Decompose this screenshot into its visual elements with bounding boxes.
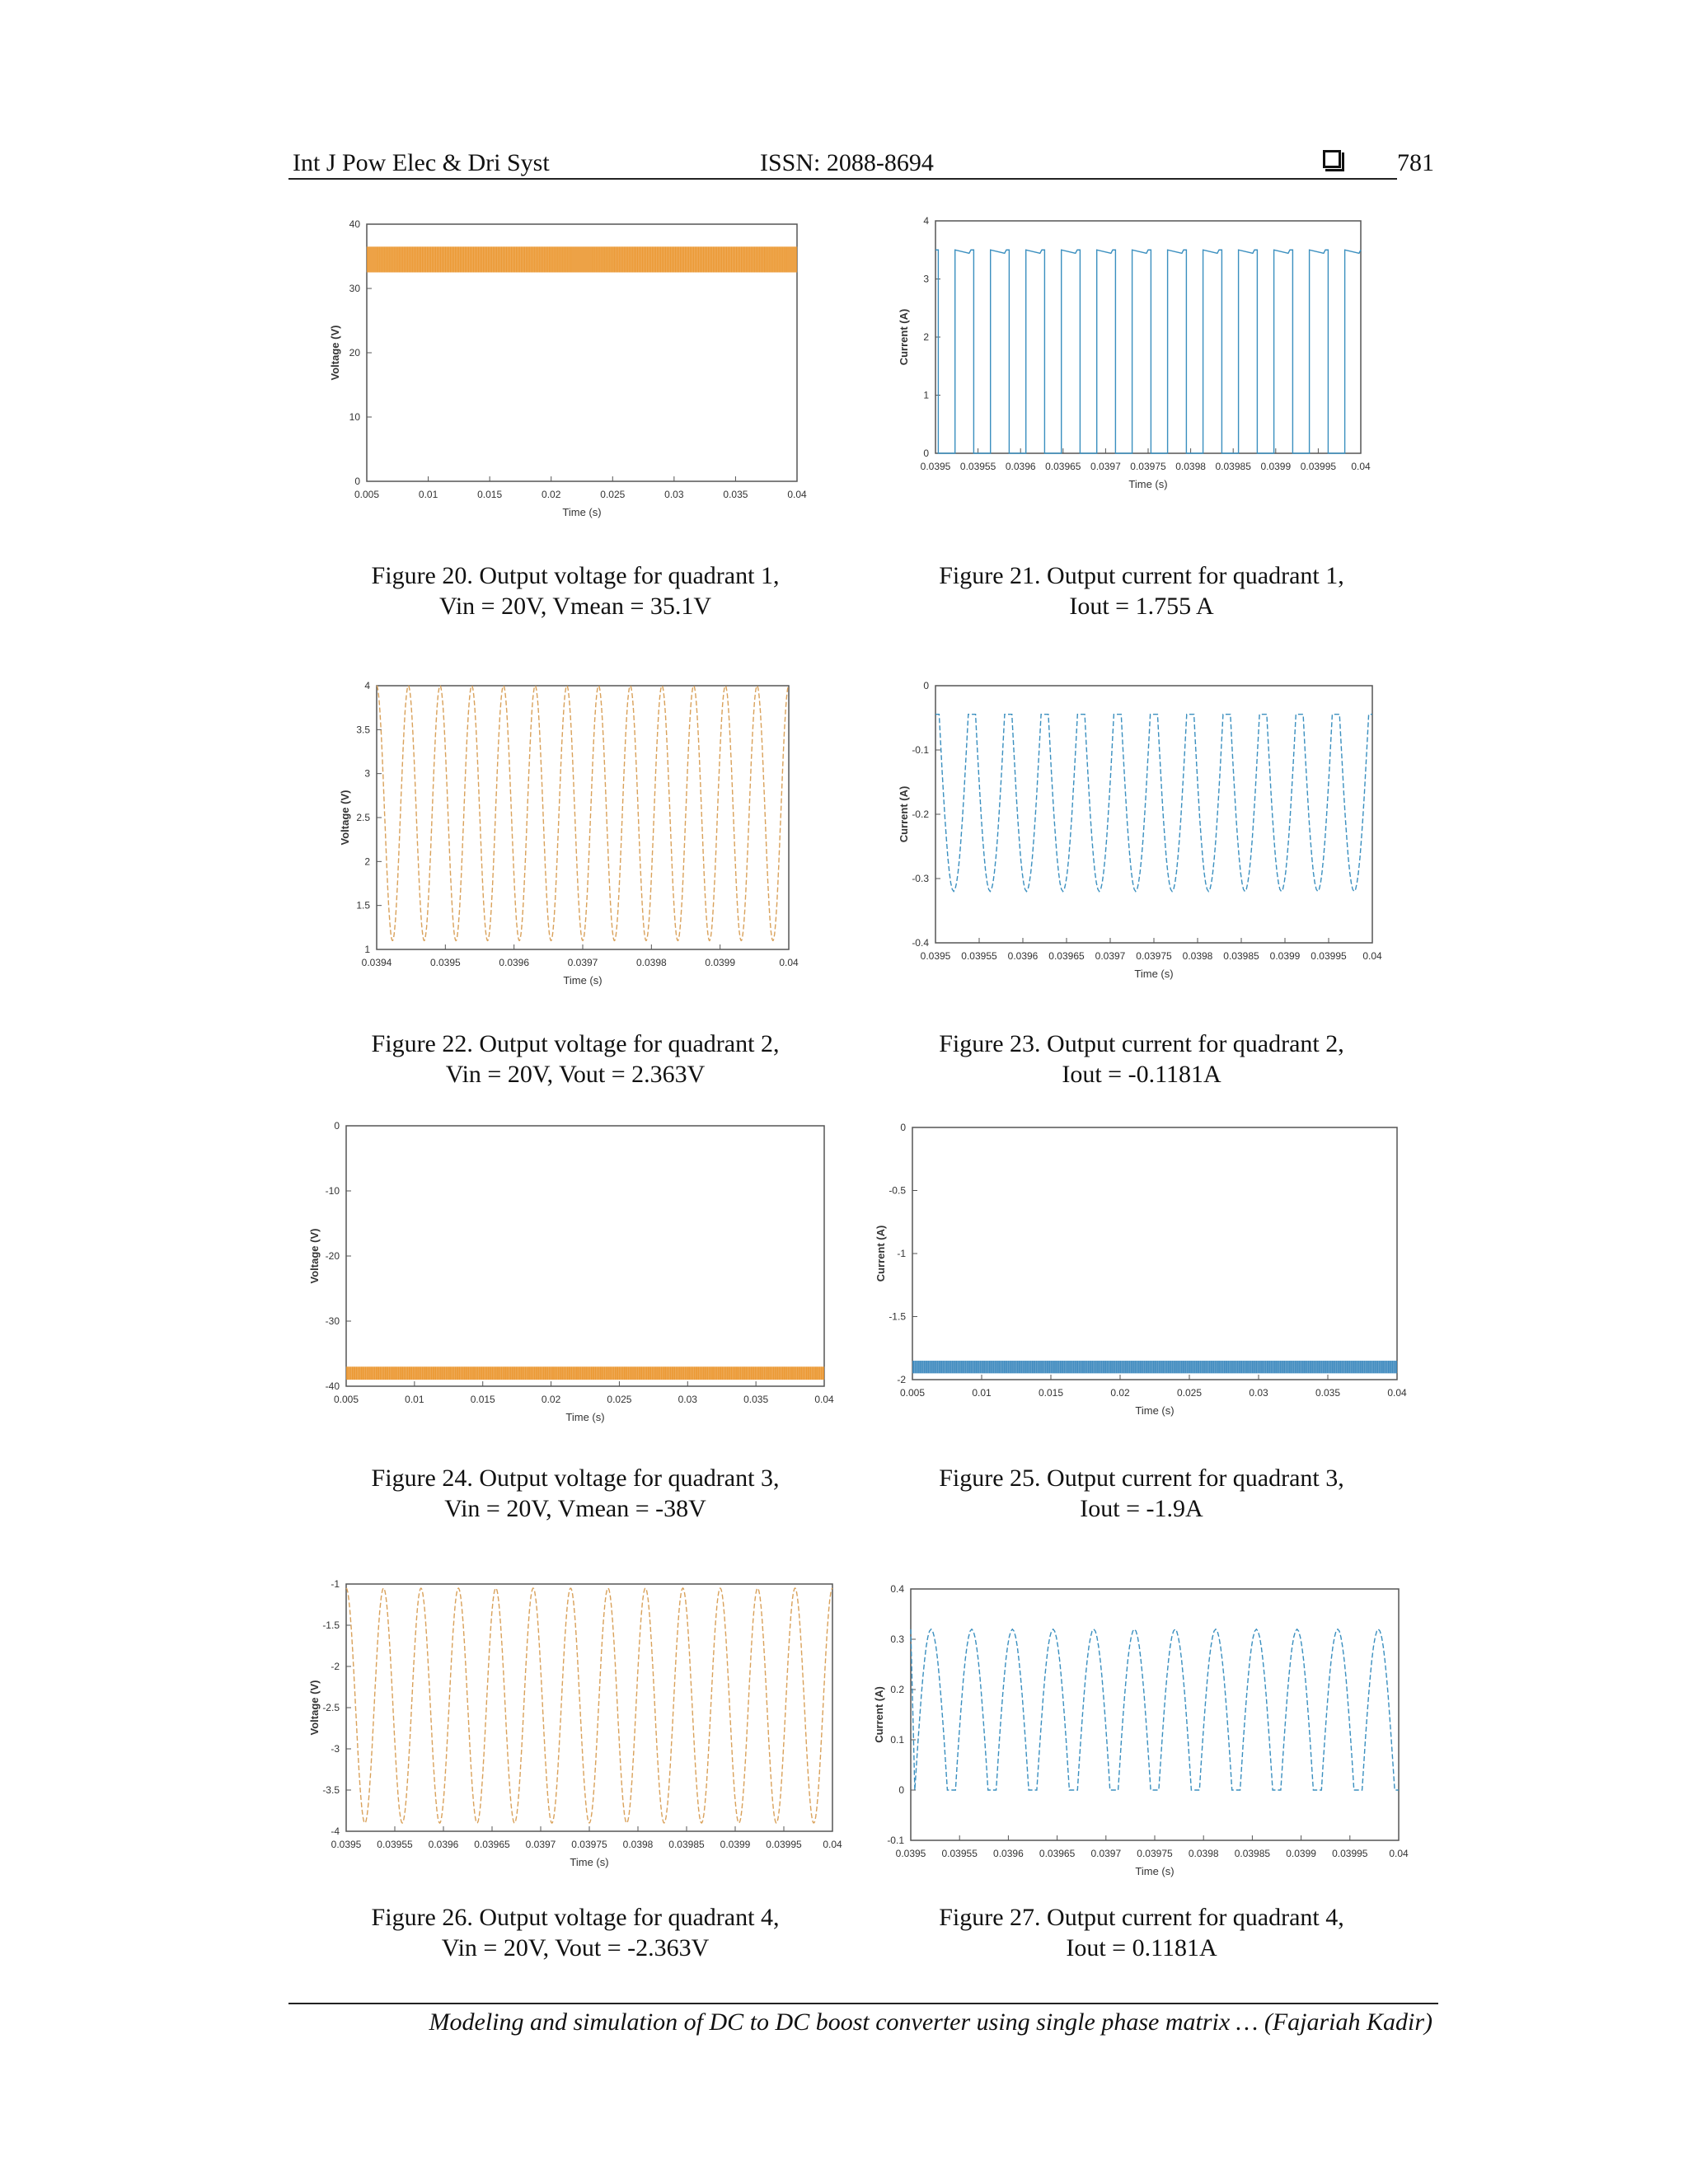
x-axis-label: Time (s) (562, 506, 602, 518)
y-tick-label: 2 (364, 855, 370, 868)
fig26-chart (308, 1574, 842, 1879)
figure-20-caption (312, 560, 839, 621)
y-tick-label: 0 (900, 1122, 906, 1133)
caption-line: Iout = -0.1181A (1062, 1061, 1221, 1088)
plot-area (935, 686, 1372, 943)
x-tick-label: 0.0398 (1188, 1848, 1219, 1859)
figure-21-caption (878, 560, 1405, 621)
x-tick-label: 0.04 (814, 1394, 834, 1405)
x-tick-label: 0.025 (600, 489, 626, 500)
issn: ISSN: 2088-8694 (760, 149, 934, 176)
x-tick-label: 0.04 (1362, 950, 1382, 962)
x-tick-label: 0.0399 (1260, 461, 1292, 472)
figure-27-caption (878, 1902, 1405, 1963)
x-tick-label: 0.0395 (920, 950, 951, 962)
fig24-chart (308, 1114, 841, 1436)
x-tick-label: 0.03965 (1048, 950, 1085, 962)
x-tick-label: 0.04 (1351, 461, 1371, 472)
caption-line: Figure 25. Output current for quadrant 3, (939, 1465, 1344, 1492)
x-tick-label: 0.04 (787, 489, 807, 500)
x-tick-label: 0.0399 (1286, 1848, 1316, 1859)
x-tick-label: 0.0396 (993, 1848, 1024, 1859)
figure-20 (326, 216, 820, 529)
figure-22-caption (312, 1029, 839, 1090)
signal-ripple (367, 246, 797, 272)
x-tick-label: 0.0399 (1269, 950, 1301, 962)
y-tick-label: 0 (334, 1120, 340, 1132)
x-tick-label: 0.01 (418, 489, 438, 500)
y-tick-label: -0.4 (912, 937, 929, 949)
y-tick-label: -1 (331, 1578, 340, 1590)
footer-rule (288, 2003, 1438, 2004)
x-tick-label: 0.03955 (959, 461, 996, 472)
y-tick-label: -2 (897, 1374, 906, 1385)
x-tick-label: 0.005 (899, 1387, 926, 1399)
x-tick-label: 0.0397 (567, 957, 598, 968)
x-tick-label: 0.0397 (1090, 1848, 1122, 1859)
caption-line: Figure 22. Output voltage for quadrant 2, (371, 1030, 780, 1057)
x-axis-label: Time (s) (570, 1856, 609, 1868)
y-tick-label: 0.4 (890, 1583, 904, 1595)
x-tick-label: 0.005 (354, 489, 380, 500)
x-tick-label: 0.03985 (1215, 461, 1251, 472)
x-tick-label: 0.01 (405, 1394, 424, 1405)
x-tick-label: 0.03975 (571, 1839, 607, 1850)
x-axis-label: Time (s) (1134, 968, 1174, 980)
caption-line: Figure 27. Output current for quadrant 4, (939, 1904, 1344, 1931)
x-tick-label: 0.02 (1110, 1387, 1130, 1399)
y-axis-label: Voltage (V) (308, 1228, 321, 1284)
y-tick-label: 30 (349, 283, 360, 294)
y-tick-label: 1.5 (356, 899, 370, 912)
x-tick-label: 0.03995 (1300, 461, 1337, 472)
x-tick-label: 0.02 (542, 489, 561, 500)
caption-line: Figure 24. Output voltage for quadrant 3, (371, 1465, 780, 1492)
y-tick-label: -0.2 (912, 808, 929, 820)
data-series (346, 1366, 824, 1380)
x-tick-label: 0.0397 (525, 1839, 556, 1850)
x-tick-label: 0.015 (477, 489, 503, 500)
y-tick-label: 20 (349, 347, 360, 359)
x-tick-label: 0.03975 (1130, 461, 1166, 472)
y-tick-label: 1 (923, 389, 929, 401)
x-tick-label: 0.03965 (1039, 1848, 1076, 1859)
x-tick-label: 0.0398 (1175, 461, 1206, 472)
figure-24-caption (312, 1463, 839, 1524)
plot-area (346, 1584, 832, 1831)
y-tick-label: 1 (364, 944, 370, 955)
x-tick-label: 0.015 (470, 1394, 495, 1405)
y-tick-label: -40 (325, 1380, 340, 1392)
y-tick-label: 3 (364, 767, 370, 780)
x-tick-label: 0.035 (723, 489, 748, 500)
journal-name: Int J Pow Elec & Dri Syst (293, 149, 550, 176)
x-tick-label: 0.0396 (1007, 950, 1039, 962)
y-tick-label: -3.5 (322, 1784, 340, 1796)
x-tick-label: 0.0395 (331, 1839, 362, 1850)
figure-23 (894, 676, 1397, 997)
y-axis-label: Current (A) (898, 308, 910, 366)
y-axis-label: Current (A) (898, 785, 910, 843)
x-tick-label: 0.005 (333, 1394, 359, 1405)
figure-23-caption (878, 1029, 1405, 1090)
figure-25 (874, 1114, 1418, 1436)
figure-26-caption (312, 1902, 839, 1963)
caption-line: Vin = 20V, Vmean = 35.1V (438, 593, 712, 620)
y-tick-label: 3 (923, 273, 929, 285)
caption-line: Figure 20. Output voltage for quadrant 1, (371, 562, 780, 589)
y-tick-label: -0.1 (887, 1835, 904, 1846)
y-tick-label: 3.5 (356, 724, 370, 736)
x-tick-label: 0.03985 (1234, 1848, 1271, 1859)
y-tick-label: -0.1 (912, 744, 929, 756)
figure-27 (873, 1578, 1418, 1883)
x-tick-label: 0.03 (1249, 1387, 1268, 1399)
plot-area (912, 1127, 1397, 1380)
x-tick-label: 0.04 (1387, 1387, 1407, 1399)
plot-area (911, 1589, 1399, 1840)
x-tick-label: 0.03 (664, 489, 684, 500)
x-tick-label: 0.0396 (1005, 461, 1036, 472)
x-tick-label: 0.02 (541, 1394, 561, 1405)
y-tick-label: 0.2 (890, 1684, 904, 1695)
caption-line: Figure 21. Output current for quadrant 1, (939, 562, 1344, 589)
y-tick-label: -2.5 (322, 1702, 340, 1713)
x-tick-label: 0.03965 (1045, 461, 1081, 472)
x-tick-label: 0.03975 (1136, 950, 1172, 962)
y-tick-label: -20 (325, 1250, 340, 1262)
caption-line: Vin = 20V, Vout = -2.363V (441, 1934, 710, 1961)
page-header (293, 147, 1434, 180)
caption-line: Figure 23. Output current for quadrant 2, (939, 1030, 1344, 1057)
caption-line: Iout = -1.9A (1080, 1495, 1203, 1522)
x-tick-label: 0.03985 (668, 1839, 705, 1850)
square-icon (1323, 150, 1341, 168)
x-tick-label: 0.0395 (429, 957, 461, 968)
y-tick-label: 0.3 (890, 1633, 904, 1645)
y-tick-label: 0 (354, 476, 360, 487)
x-axis-label: Time (s) (1135, 1404, 1175, 1417)
x-tick-label: 0.0398 (1182, 950, 1213, 962)
x-tick-label: 0.035 (1315, 1387, 1341, 1399)
x-tick-label: 0.035 (743, 1394, 769, 1405)
data-series (367, 246, 797, 272)
y-axis-label: Voltage (V) (308, 1680, 321, 1736)
y-tick-label: -2 (331, 1661, 340, 1672)
y-tick-label: -0.3 (912, 873, 929, 884)
x-tick-label: 0.03975 (1137, 1848, 1173, 1859)
x-tick-label: 0.0397 (1090, 461, 1121, 472)
y-tick-label: 10 (349, 411, 360, 423)
x-tick-label: 0.025 (607, 1394, 632, 1405)
caption-line: Iout = 0.1181A (1066, 1934, 1217, 1961)
fig23-chart (894, 676, 1397, 997)
y-tick-label: 0.1 (890, 1734, 904, 1746)
x-tick-label: 0.03995 (766, 1839, 802, 1850)
page-number: 781 (1397, 149, 1434, 176)
x-tick-label: 0.0394 (361, 957, 392, 968)
figure-25-caption (878, 1463, 1405, 1524)
signal-ripple (912, 1361, 1397, 1373)
y-tick-label: -4 (331, 1825, 340, 1837)
y-tick-label: -0.5 (889, 1184, 906, 1197)
y-tick-label: -3 (331, 1743, 340, 1755)
fig20-chart (326, 216, 820, 529)
x-tick-label: 0.03955 (377, 1839, 413, 1850)
x-tick-label: 0.0396 (499, 957, 530, 968)
x-tick-label: 0.0397 (1095, 950, 1126, 962)
header-rule (288, 178, 1397, 180)
x-tick-label: 0.015 (1038, 1387, 1064, 1399)
x-axis-label: Time (s) (563, 974, 603, 987)
y-tick-label: 2 (923, 331, 929, 343)
x-axis-label: Time (s) (565, 1411, 605, 1423)
y-axis-label: Voltage (V) (339, 790, 351, 846)
figure-21 (894, 213, 1389, 526)
x-tick-label: 0.03955 (941, 1848, 978, 1859)
x-tick-label: 0.04 (779, 957, 799, 968)
fig22-chart (334, 676, 812, 997)
y-tick-label: 0 (898, 1784, 904, 1796)
data-series (912, 1361, 1397, 1373)
x-tick-label: 0.03965 (474, 1839, 510, 1850)
page-footer: Modeling and simulation of DC to DC boost converter using single phase matrix … (Fajariah Kadir) (429, 2008, 1432, 2036)
plot-area (346, 1126, 824, 1386)
y-tick-label: 2.5 (356, 812, 370, 823)
x-tick-label: 0.03995 (1311, 950, 1347, 962)
y-tick-label: 4 (923, 215, 929, 227)
y-axis-label: Voltage (V) (329, 325, 341, 381)
x-tick-label: 0.03955 (961, 950, 997, 962)
fig25-chart (874, 1114, 1418, 1436)
x-tick-label: 0.03985 (1223, 950, 1259, 962)
y-tick-label: -10 (325, 1185, 340, 1197)
x-tick-label: 0.04 (823, 1839, 842, 1850)
x-tick-label: 0.0395 (895, 1848, 926, 1859)
x-axis-label: Time (s) (1128, 478, 1168, 490)
figure-22 (334, 676, 812, 997)
y-tick-label: 0 (923, 448, 929, 459)
x-tick-label: 0.0399 (720, 1839, 751, 1850)
plot-area (377, 686, 789, 949)
x-tick-label: 0.0396 (428, 1839, 459, 1850)
figure-26 (308, 1574, 842, 1879)
fig27-chart (873, 1578, 1418, 1883)
x-tick-label: 0.0399 (705, 957, 736, 968)
x-tick-label: 0.01 (972, 1387, 992, 1399)
x-tick-label: 0.0398 (635, 957, 667, 968)
y-tick-label: -1.5 (322, 1619, 340, 1631)
caption-line: Vin = 20V, Vout = 2.363V (445, 1061, 706, 1088)
caption-line: Iout = 1.755 A (1069, 593, 1214, 620)
y-axis-label: Current (A) (873, 1686, 885, 1743)
plot-area (935, 221, 1361, 453)
y-axis-label: Current (A) (874, 1225, 887, 1282)
y-tick-label: -30 (325, 1315, 340, 1327)
x-tick-label: 0.0395 (920, 461, 951, 472)
y-tick-label: -1 (897, 1248, 906, 1259)
fig21-chart (894, 213, 1389, 526)
signal-ripple (346, 1366, 824, 1380)
x-tick-label: 0.03 (678, 1394, 697, 1405)
caption-line: Figure 26. Output voltage for quadrant 4, (371, 1904, 780, 1931)
y-tick-label: 40 (349, 218, 360, 230)
x-axis-label: Time (s) (1135, 1865, 1175, 1877)
x-tick-label: 0.025 (1176, 1387, 1203, 1399)
figure-24 (308, 1114, 841, 1436)
caption-line: Vin = 20V, Vmean = -38V (444, 1495, 706, 1522)
y-tick-label: 0 (923, 680, 929, 691)
x-tick-label: 0.03995 (1332, 1848, 1368, 1859)
x-tick-label: 0.04 (1389, 1848, 1409, 1859)
x-tick-label: 0.0398 (622, 1839, 654, 1850)
y-tick-label: 4 (364, 680, 370, 691)
y-tick-label: -1.5 (889, 1310, 906, 1323)
